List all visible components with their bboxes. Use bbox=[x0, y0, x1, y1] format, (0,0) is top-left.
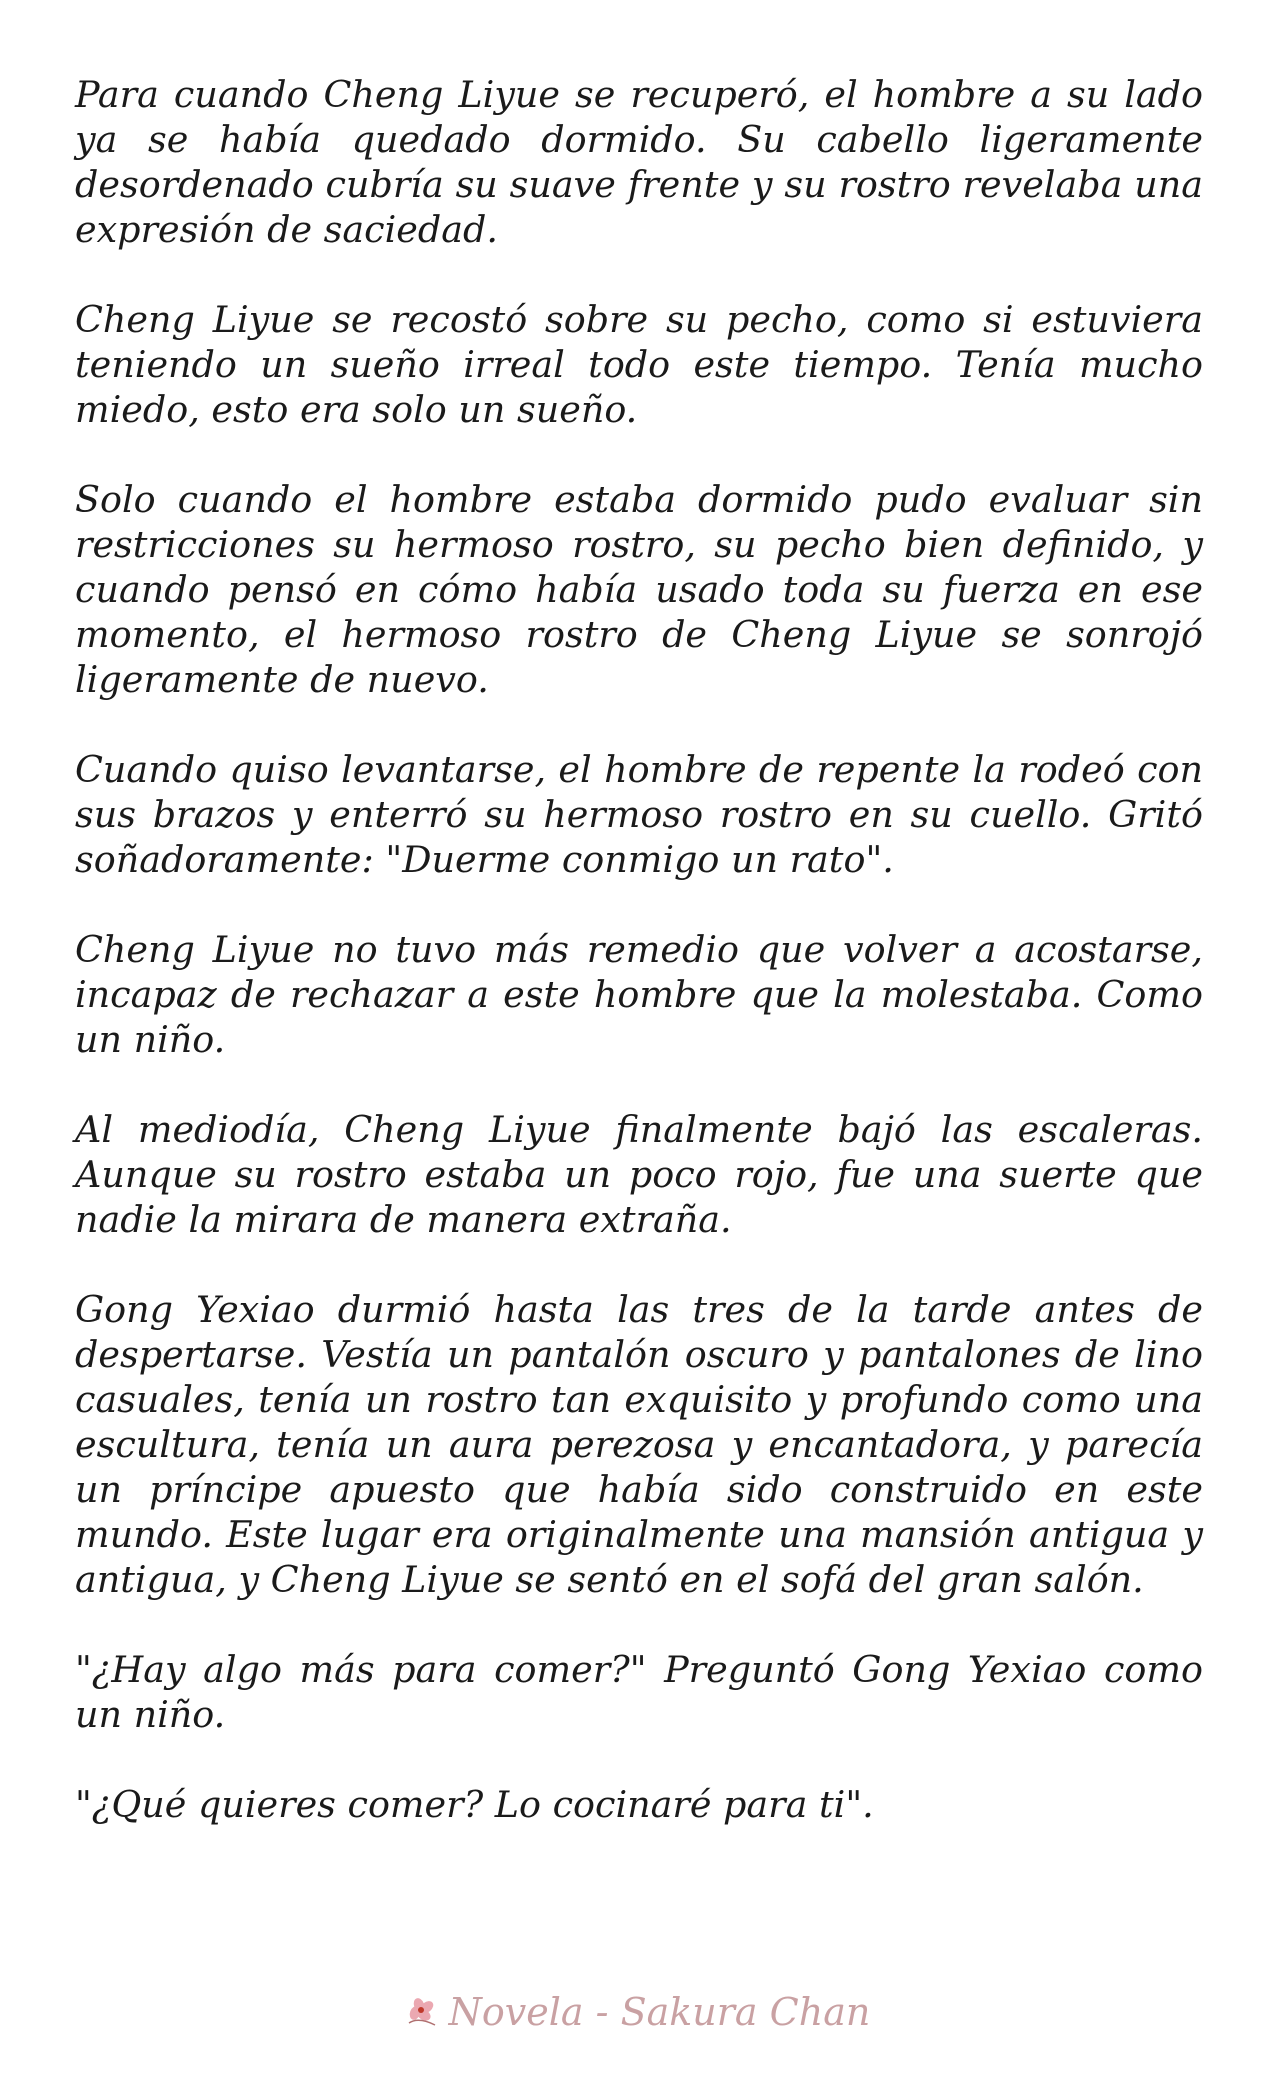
sakura-flower-icon bbox=[405, 1994, 445, 2028]
paragraph: Solo cuando el hombre estaba dormido pudo evaluar sin restricciones su hermoso rostro, su pecho bien definido, y cuando pensó en cómo había usado toda su fuerza en ese momento, el hermoso rostro de Cheng Liyue se sonrojó ligeramente de nuevo. bbox=[75, 478, 1203, 701]
paragraph: Al mediodía, Cheng Liyue finalmente bajó las escaleras. Aunque su rostro estaba un poco rojo, fue una suerte que nadie la mirara de manera extraña. bbox=[75, 1108, 1203, 1241]
paragraph: Cheng Liyue no tuvo más remedio que volver a acostarse, incapaz de rechazar a este hombre que la molestaba. Como un niño. bbox=[75, 928, 1203, 1061]
paragraph: "¿Qué quieres comer? Lo cocinaré para ti". bbox=[75, 1783, 874, 1826]
paragraph: Cheng Liyue se recostó sobre su pecho, como si estuviera teniendo un sueño irreal todo este tiempo. Tenía mucho miedo, esto era solo un sueño. bbox=[75, 298, 1203, 431]
paragraph: Para cuando Cheng Liyue se recuperó, el hombre a su lado ya se había quedado dormido. Su cabello ligeramente desordenado cubría su suave frente y su rostro revelaba una expresión de saciedad. bbox=[75, 73, 1203, 251]
watermark bbox=[0, 1990, 1275, 2034]
paragraph: Cuando quiso levantarse, el hombre de repente la rodeó con sus brazos y enterró su hermoso rostro en su cuello. Gritó soñadoramente: "Duerme conmigo un rato". bbox=[75, 748, 1203, 881]
chapter-text bbox=[75, 72, 1203, 1872]
watermark-text: Novela - Sakura Chan bbox=[448, 1990, 871, 2034]
paragraph: Gong Yexiao durmió hasta las tres de la tarde antes de despertarse. Vestía un pantalón oscuro y pantalones de lino casuales, tenía un rostro tan exquisito y profundo como una escultura, tenía un aura perezosa y encantadora, y parecía un príncipe apuesto que había sido construido en este mundo. Este lugar era originalmente una mansión antigua y antigua, y Cheng Liyue se sentó en el sofá del gran salón. bbox=[75, 1288, 1203, 1601]
paragraph: "¿Hay algo más para comer?" Preguntó Gong Yexiao como un niño. bbox=[75, 1648, 1203, 1736]
